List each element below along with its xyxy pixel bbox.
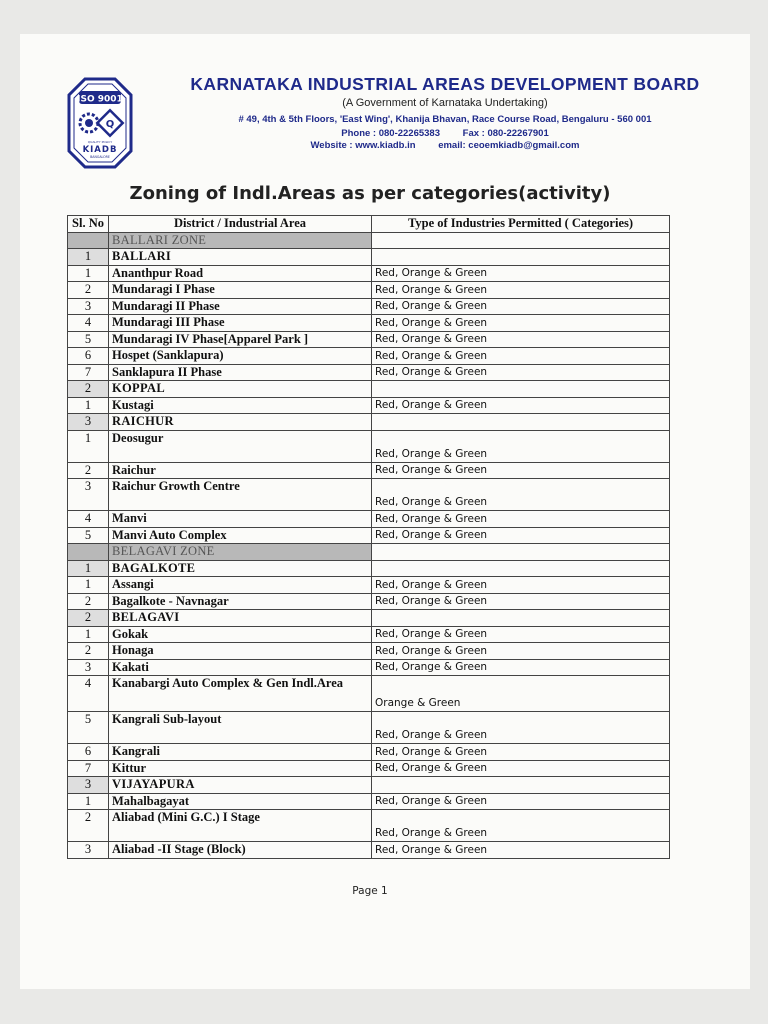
cell-area-name: Bagalkote - Navnagar — [109, 593, 372, 610]
table-row — [68, 462, 670, 479]
cell-area-name: Mundaragi IV Phase[Apparel Park ] — [109, 331, 372, 348]
cell-sl-no: 4 — [68, 676, 109, 712]
cell-industry-type: Red, Orange & Green — [372, 810, 670, 842]
cell-industry-type — [372, 414, 670, 431]
cell-sl-no: 2 — [68, 282, 109, 299]
table-row — [68, 643, 670, 660]
table-header-row — [68, 216, 670, 233]
cell-industry-type: Red, Orange & Green — [372, 265, 670, 282]
cell-sl-no: 1 — [68, 793, 109, 810]
cell-industry-type — [372, 232, 670, 249]
table-row — [68, 659, 670, 676]
table-row — [68, 430, 670, 462]
cell-sl-no: 6 — [68, 744, 109, 761]
cell-industry-type: Red, Orange & Green — [372, 331, 670, 348]
cell-sl-no: 5 — [68, 527, 109, 544]
cell-sl-no: 1 — [68, 265, 109, 282]
cell-sl-no: 1 — [68, 430, 109, 462]
table-row — [68, 282, 670, 299]
cell-industry-type: Red, Orange & Green — [372, 744, 670, 761]
table-row — [68, 676, 670, 712]
cell-area-name: Kustagi — [109, 397, 372, 414]
cell-sl-no: 5 — [68, 331, 109, 348]
table-row — [68, 527, 670, 544]
cell-sl-no: 3 — [68, 479, 109, 511]
cell-sl-no: 6 — [68, 348, 109, 365]
cell-area-name: Deosugur — [109, 430, 372, 462]
table-row — [68, 626, 670, 643]
cell-sl-no: 2 — [68, 643, 109, 660]
cell-sl-no: 1 — [68, 249, 109, 266]
cell-sl-no: 4 — [68, 511, 109, 528]
cell-area-name: Aliabad -II Stage (Block) — [109, 842, 372, 859]
cell-area-name: BELAGAVI — [109, 610, 372, 627]
cell-industry-type: Red, Orange & Green — [372, 793, 670, 810]
cell-area-name: KOPPAL — [109, 381, 372, 398]
table-row — [68, 315, 670, 332]
cell-industry-type: Red, Orange & Green — [372, 430, 670, 462]
cell-area-name: Mahalbagayat — [109, 793, 372, 810]
phone-number: Phone : 080-22265383 — [341, 128, 441, 139]
address-line: # 49, 4th & 5th Floors, 'East Wing', Khanija Bhavan, Race Course Road, Bengaluru - 560 001 — [238, 114, 652, 125]
cell-area-name: Honaga — [109, 643, 372, 660]
cell-sl-no: 3 — [68, 842, 109, 859]
zoning-table — [67, 215, 670, 859]
cell-sl-no: 2 — [68, 810, 109, 842]
cell-sl-no: 7 — [68, 760, 109, 777]
cell-industry-type: Red, Orange & Green — [372, 712, 670, 744]
district-row — [68, 560, 670, 577]
table-row — [68, 712, 670, 744]
cell-sl-no: 1 — [68, 397, 109, 414]
zone-row — [68, 544, 670, 561]
table-row — [68, 265, 670, 282]
table-row — [68, 810, 670, 842]
cell-industry-type: Red, Orange & Green — [372, 348, 670, 365]
website-link[interactable]: Website : www.kiadb.in — [310, 140, 416, 151]
cell-area-name: Ananthpur Road — [109, 265, 372, 282]
table-row — [68, 842, 670, 859]
cell-industry-type: Red, Orange & Green — [372, 511, 670, 528]
header-sl-no: Sl. No — [68, 216, 109, 233]
cell-industry-type: Red, Orange & Green — [372, 479, 670, 511]
cell-sl-no: 1 — [68, 560, 109, 577]
cell-industry-type: Red, Orange & Green — [372, 527, 670, 544]
web-email-line — [150, 140, 740, 151]
cell-sl-no — [68, 544, 109, 561]
table-row — [68, 793, 670, 810]
cell-industry-type — [372, 249, 670, 266]
cell-area-name: Aliabad (Mini G.C.) I Stage — [109, 810, 372, 842]
cell-industry-type — [372, 560, 670, 577]
cell-sl-no: 2 — [68, 381, 109, 398]
zone-row — [68, 232, 670, 249]
table-row — [68, 511, 670, 528]
cell-area-name: RAICHUR — [109, 414, 372, 431]
gov-line: (A Government of Karnataka Undertaking) — [342, 97, 548, 109]
cell-sl-no: 2 — [68, 462, 109, 479]
table-row — [68, 479, 670, 511]
cell-industry-type: Orange & Green — [372, 676, 670, 712]
org-name: KARNATAKA INDUSTRIAL AREAS DEVELOPMENT BOARD — [190, 74, 700, 94]
cell-sl-no: 7 — [68, 364, 109, 381]
cell-sl-no: 1 — [68, 577, 109, 594]
table-row — [68, 298, 670, 315]
cell-sl-no: 3 — [68, 298, 109, 315]
cell-sl-no — [68, 232, 109, 249]
email-link[interactable]: email: ceoemkiadb@gmail.com — [438, 140, 580, 151]
table-row — [68, 577, 670, 594]
cell-area-name: Kangrali Sub-layout — [109, 712, 372, 744]
header-district-area: District / Industrial Area — [109, 216, 372, 233]
cell-industry-type — [372, 610, 670, 627]
cell-industry-type: Red, Orange & Green — [372, 462, 670, 479]
cell-industry-type: Red, Orange & Green — [372, 364, 670, 381]
district-row — [68, 777, 670, 794]
logo-arc-text: QUALITY POLICY — [87, 140, 113, 144]
cell-industry-type — [372, 544, 670, 561]
cell-area-name: Mundaragi II Phase — [109, 298, 372, 315]
phone-fax-line — [150, 128, 740, 139]
cell-area-name: Raichur — [109, 462, 372, 479]
page-number: Page 1 — [352, 885, 388, 897]
cell-area-name: Raichur Growth Centre — [109, 479, 372, 511]
cell-area-name: Manvi Auto Complex — [109, 527, 372, 544]
district-row — [68, 610, 670, 627]
cell-industry-type: Red, Orange & Green — [372, 643, 670, 660]
table-row — [68, 760, 670, 777]
cell-area-name: Gokak — [109, 626, 372, 643]
svg-text:Q: Q — [105, 119, 115, 130]
table-row — [68, 364, 670, 381]
table-row — [68, 593, 670, 610]
district-row — [68, 414, 670, 431]
cell-industry-type: Red, Orange & Green — [372, 577, 670, 594]
cell-area-name: BAGALKOTE — [109, 560, 372, 577]
cell-area-name: BALLARI ZONE — [109, 232, 372, 249]
cell-area-name: Sanklapura II Phase — [109, 364, 372, 381]
cell-sl-no: 5 — [68, 712, 109, 744]
cell-industry-type: Red, Orange & Green — [372, 626, 670, 643]
cell-industry-type — [372, 777, 670, 794]
cell-industry-type — [372, 381, 670, 398]
cell-area-name: Mundaragi I Phase — [109, 282, 372, 299]
district-row — [68, 381, 670, 398]
fax-number: Fax : 080-22267901 — [462, 128, 549, 139]
cell-area-name: BALLARI — [109, 249, 372, 266]
table-row — [68, 397, 670, 414]
cell-sl-no: 2 — [68, 610, 109, 627]
header-industry-type: Type of Industries Permitted ( Categories) — [372, 216, 670, 233]
cell-sl-no: 3 — [68, 414, 109, 431]
cell-industry-type: Red, Orange & Green — [372, 397, 670, 414]
cell-industry-type: Red, Orange & Green — [372, 842, 670, 859]
logo-iso-text: ISO 9001 — [77, 94, 123, 105]
cell-area-name: Hospet (Sanklapura) — [109, 348, 372, 365]
page-title: Zoning of Indl.Areas as per categories(activity) — [129, 183, 611, 204]
cell-industry-type: Red, Orange & Green — [372, 298, 670, 315]
kiadb-iso-logo — [67, 77, 133, 169]
table-row — [68, 348, 670, 365]
cell-sl-no: 1 — [68, 626, 109, 643]
cell-area-name: VIJAYAPURA — [109, 777, 372, 794]
cell-industry-type: Red, Orange & Green — [372, 315, 670, 332]
cell-sl-no: 2 — [68, 593, 109, 610]
table-row — [68, 744, 670, 761]
cell-sl-no: 3 — [68, 777, 109, 794]
cell-industry-type: Red, Orange & Green — [372, 760, 670, 777]
cell-area-name: Kakati — [109, 659, 372, 676]
district-row — [68, 249, 670, 266]
cell-area-name: Assangi — [109, 577, 372, 594]
cell-sl-no: 4 — [68, 315, 109, 332]
cell-industry-type: Red, Orange & Green — [372, 659, 670, 676]
cell-industry-type: Red, Orange & Green — [372, 282, 670, 299]
logo-kiadb-text: KIADB — [82, 145, 118, 155]
cell-area-name: Manvi — [109, 511, 372, 528]
cell-area-name: Mundaragi III Phase — [109, 315, 372, 332]
cell-area-name: Kanabargi Auto Complex & Gen Indl.Area — [109, 676, 372, 712]
table-row — [68, 331, 670, 348]
cell-sl-no: 3 — [68, 659, 109, 676]
logo-city-text: BANGALORE — [90, 155, 110, 159]
cell-area-name: BELAGAVI ZONE — [109, 544, 372, 561]
cell-area-name: Kittur — [109, 760, 372, 777]
cell-area-name: Kangrali — [109, 744, 372, 761]
cell-industry-type: Red, Orange & Green — [372, 593, 670, 610]
